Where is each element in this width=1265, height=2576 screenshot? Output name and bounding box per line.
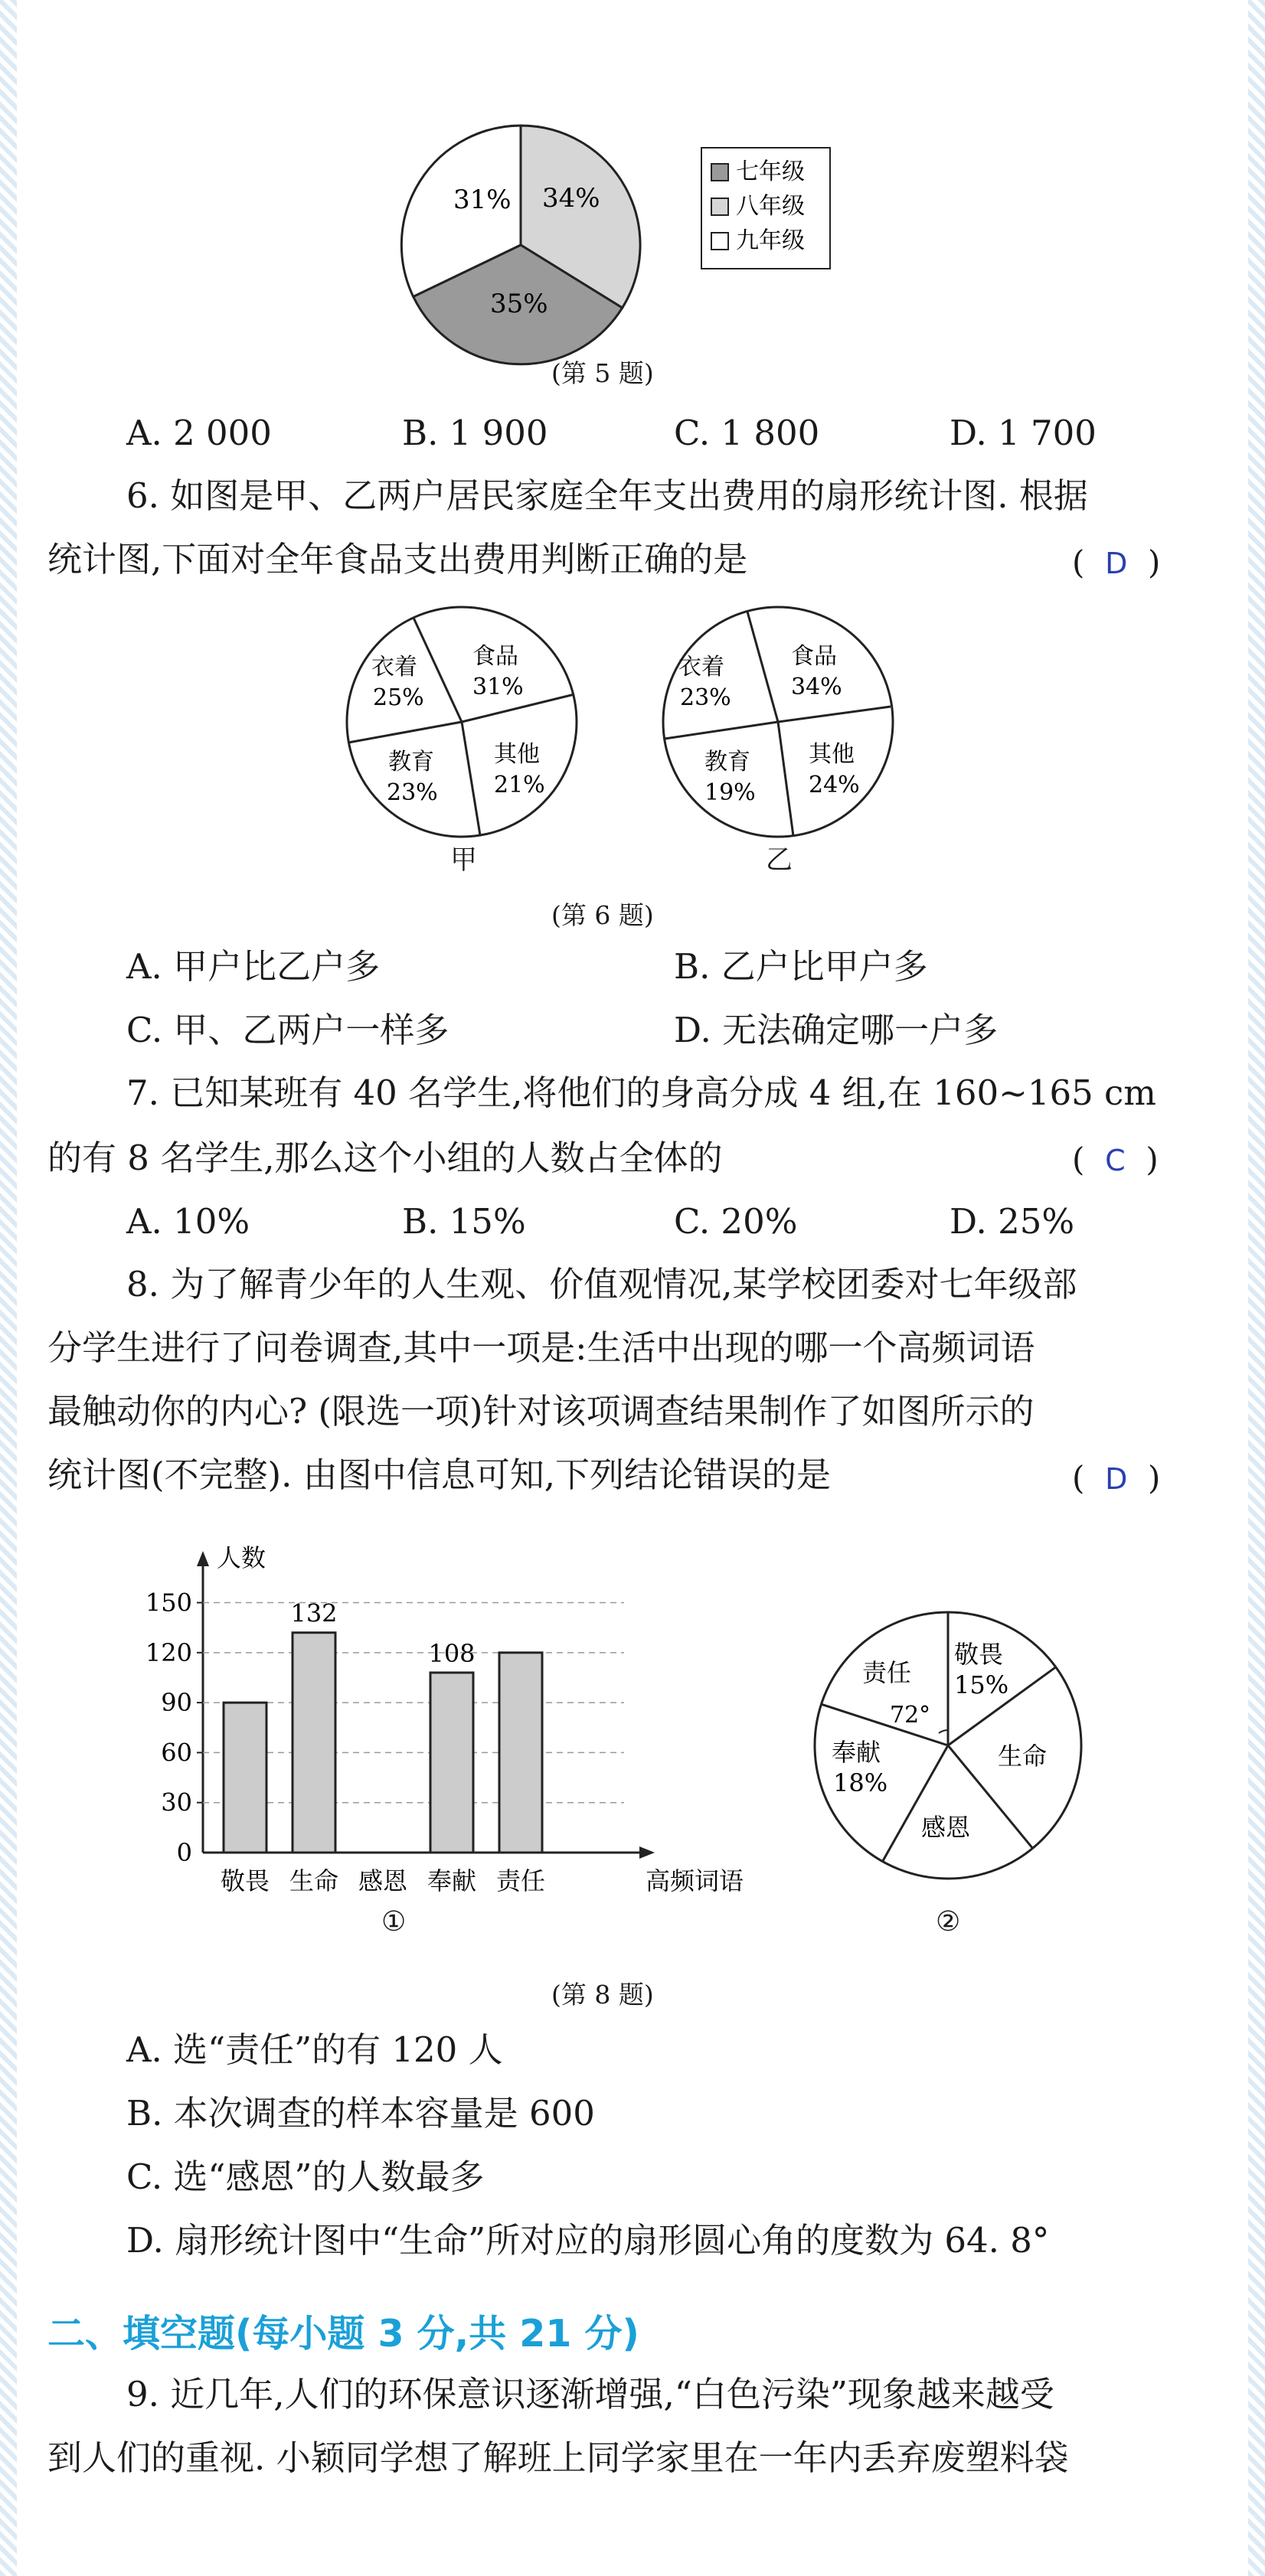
q8-text-line4: 统计图(不完整). 由图中信息可知,下列结论错误的是	[47, 1455, 832, 1495]
q5-pie-label: 35%	[490, 289, 548, 319]
q6-yi-sector-label: 衣着	[678, 654, 724, 681]
y-axis-label: 人数	[217, 1543, 266, 1572]
x-tick-label: 生命	[289, 1866, 339, 1895]
q5-option-b: B. 1 900	[402, 413, 548, 453]
x-axis-label: 高频词语	[646, 1866, 744, 1895]
q7-answer: C	[1105, 1144, 1126, 1177]
q9-text-line2: 到人们的重视. 小颖同学想了解班上同学家里在一年内丢弃废塑料袋	[47, 2437, 1069, 2478]
q6-pie-jia	[341, 609, 586, 838]
q6-jia-sector-pct: 21%	[494, 772, 545, 798]
q8-answer: D	[1105, 1462, 1128, 1496]
q6-yi-sector-pct: 24%	[809, 772, 860, 798]
x-tick-label: 感恩	[358, 1866, 408, 1895]
q5-caption: (第 5 题)	[551, 358, 654, 388]
q8-answer-bracket: ( D )	[1072, 1459, 1161, 1497]
q5-pie-label: 34%	[542, 183, 600, 214]
q6-option-a: A. 甲户比乙户多	[126, 946, 381, 987]
y-tick-label: 0	[176, 1838, 192, 1867]
q7-option-d: D. 25%	[950, 1201, 1075, 1242]
q7-text-line1: 7. 已知某班有 40 名学生,将他们的身高分成 4 组,在 160~165 cm	[126, 1073, 1156, 1113]
q8-bar-chart-label: ①	[381, 1906, 407, 1938]
q5-option-d: D. 1 700	[950, 413, 1097, 453]
legend-swatch	[711, 198, 728, 215]
left-margin-pattern	[0, 0, 17, 2576]
q6-jia-sector-label: 食品	[472, 643, 518, 670]
q6-answer: D	[1105, 547, 1128, 580]
x-tick-label: 敬畏	[220, 1866, 270, 1895]
q6-jia-sector-label: 其他	[494, 741, 540, 768]
y-axis-arrow	[197, 1551, 209, 1566]
x-tick-label: 奉献	[427, 1866, 477, 1895]
q6-jia-sector-pct: 25%	[373, 684, 424, 711]
q6-text-line2: 统计图,下面对全年食品支出费用判断正确的是	[47, 539, 748, 580]
q7-option-c: C. 20%	[674, 1201, 798, 1242]
q8-option-b: B. 本次调查的样本容量是 600	[126, 2093, 595, 2134]
right-margin-pattern	[1248, 0, 1265, 2576]
q9-text-line1: 9. 近几年,人们的环保意识逐渐增强,“白色污染”现象越来越受	[126, 2374, 1054, 2414]
q5-pie-label: 31%	[453, 184, 512, 215]
q5-legend	[701, 147, 831, 269]
x-tick-label: 责任	[495, 1866, 546, 1895]
q7-option-b: B. 15%	[402, 1201, 526, 1242]
q8-pie-chart	[810, 1608, 1086, 1883]
q6-caption: (第 6 题)	[551, 900, 654, 930]
bar-value-label: 132	[290, 1598, 338, 1628]
y-tick-label: 60	[161, 1738, 192, 1768]
q8-pie-sector-value: 15%	[954, 1670, 1009, 1699]
q6-yi-sector-pct: 23%	[680, 684, 731, 711]
bar-value-label: 108	[428, 1638, 476, 1668]
legend-swatch	[711, 233, 728, 250]
q6-jia-sector-label: 衣着	[371, 654, 417, 681]
bar-敬畏	[224, 1703, 266, 1853]
q5-option-c: C. 1 800	[674, 413, 820, 453]
q8-text-line2: 分学生进行了问卷调查,其中一项是:生活中出现的哪一个高频词语	[47, 1327, 1035, 1368]
legend-label: 七年级	[736, 158, 805, 185]
q6-option-c: C. 甲、乙两户一样多	[126, 1010, 449, 1050]
bar-责任	[499, 1653, 542, 1853]
q7-text-line2: 的有 8 名学生,那么这个小组的人数占全体的	[47, 1138, 723, 1178]
q6-yi-sector-pct: 34%	[791, 674, 842, 700]
q8-text-line1: 8. 为了解青少年的人生观、价值观情况,某学校团委对七年级部	[126, 1264, 1077, 1304]
q8-pie-sector-label: 奉献	[832, 1738, 881, 1767]
q8-pie-sector-angle: 72°	[890, 1702, 931, 1729]
q6-answer-bracket: ( D )	[1072, 544, 1161, 581]
q6-yi-sector-pct: 19%	[704, 779, 756, 806]
q6-option-b: B. 乙户比甲户多	[674, 946, 928, 987]
bar-奉献	[430, 1673, 473, 1853]
q8-pie-sector-label: 责任	[862, 1658, 912, 1687]
q8-pie-sector-label: 生命	[998, 1742, 1048, 1771]
q8-pie-sector-value: 18%	[833, 1768, 888, 1797]
q6-yi-sector-label: 其他	[809, 741, 855, 768]
q8-option-d: D. 扇形统计图中“生命”所对应的扇形圆心角的度数为 64. 8°	[126, 2220, 1050, 2261]
legend-label: 八年级	[736, 193, 805, 220]
y-tick-label: 90	[161, 1688, 192, 1718]
q6-jia-sector-pct: 31%	[472, 674, 524, 700]
y-tick-label: 150	[145, 1588, 192, 1618]
q6-yi-sector-label: 食品	[791, 643, 837, 670]
q6-jia-sector-pct: 23%	[387, 779, 438, 806]
q6-yi-name: 乙	[766, 845, 793, 876]
bar-生命	[293, 1633, 335, 1853]
q7-option-a: A. 10%	[126, 1201, 250, 1242]
q8-bar-chart	[123, 1539, 744, 1914]
q8-option-a: A. 选“责任”的有 120 人	[126, 2029, 503, 2070]
q8-pie-sector-label: 敬畏	[954, 1640, 1004, 1669]
section-heading: 二、填空题(每小题 3 分,共 21 分)	[47, 2312, 639, 2356]
q5-option-a: A. 2 000	[126, 413, 272, 453]
q6-option-d: D. 无法确定哪一户多	[674, 1010, 999, 1050]
y-tick-label: 120	[145, 1637, 192, 1667]
legend-swatch	[711, 164, 728, 181]
legend-label: 九年级	[736, 227, 805, 254]
q6-pie-yi	[657, 609, 902, 838]
q8-text-line3: 最触动你的内心? (限选一项)针对该项调查结果制作了如图所示的	[47, 1391, 1035, 1432]
q8-pie-sector-label: 感恩	[921, 1813, 971, 1842]
q8-option-c: C. 选“感恩”的人数最多	[126, 2156, 485, 2197]
q6-jia-name: 甲	[450, 845, 478, 876]
q6-text-line1: 6. 如图是甲、乙两户居民家庭全年支出费用的扇形统计图. 根据	[126, 475, 1088, 516]
q8-caption: (第 8 题)	[551, 1980, 654, 2010]
y-tick-label: 30	[161, 1788, 192, 1817]
x-axis-arrow	[639, 1846, 655, 1859]
q7-answer-bracket: ( C )	[1072, 1141, 1159, 1178]
q5-pie-chart	[398, 122, 643, 367]
q6-yi-sector-label: 教育	[704, 749, 750, 775]
q8-pie-chart-label: ②	[936, 1906, 961, 1938]
q6-jia-sector-label: 教育	[388, 749, 434, 775]
